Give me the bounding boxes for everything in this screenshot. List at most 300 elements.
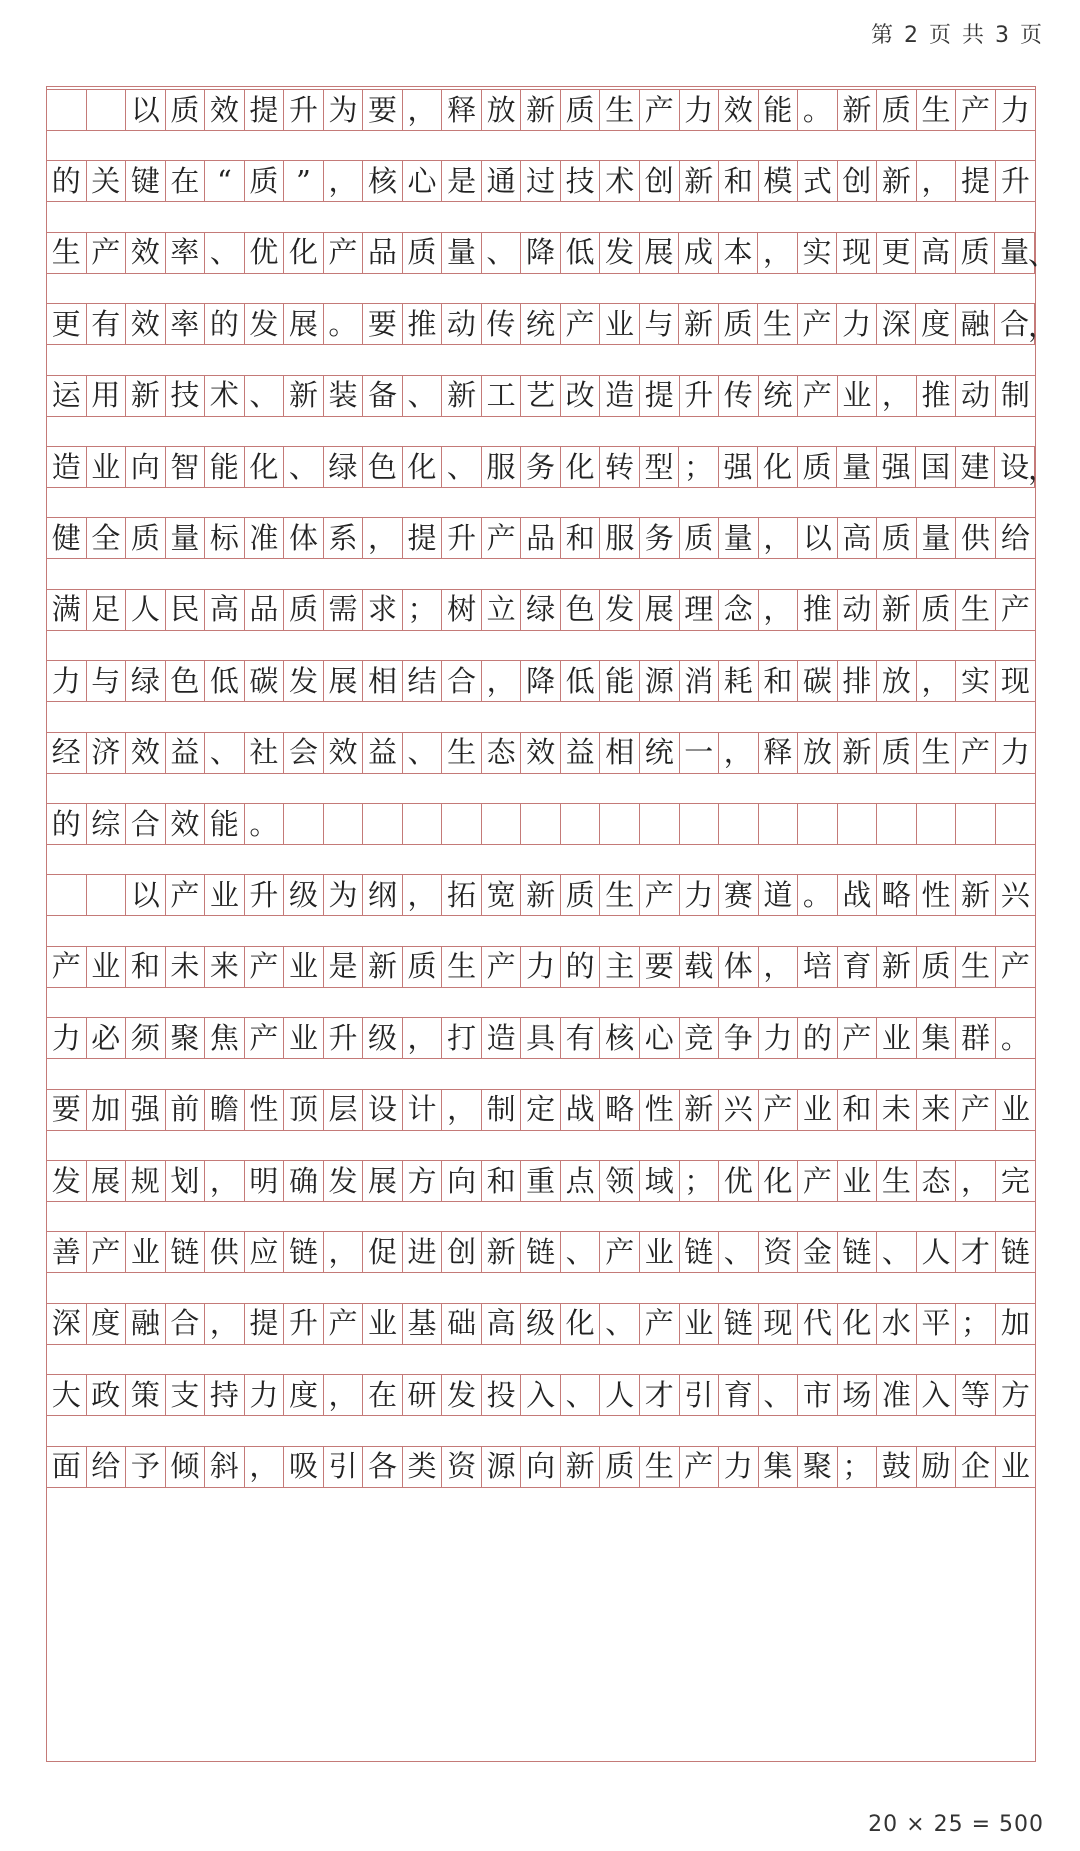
grid-cell: 统 (640, 733, 680, 773)
grid-cell (482, 804, 522, 844)
grid-cell: 碳 (798, 661, 838, 701)
grid-cell: 满 (47, 590, 87, 630)
grid-cell: 低 (561, 233, 601, 273)
grid-cell: 资 (759, 1232, 799, 1272)
grid-cell: 未 (877, 1090, 917, 1130)
grid-cell: 业 (126, 1232, 166, 1272)
grid-cell: 新 (838, 90, 878, 130)
grid-cell: 需 (324, 590, 364, 630)
grid-row (47, 446, 1057, 488)
grid-cell: 效 (126, 733, 166, 773)
grid-cell: 质 (798, 447, 838, 487)
grid-cell: 创 (838, 161, 878, 201)
grid-cell: 和 (759, 661, 799, 701)
grid-cell: 改 (561, 376, 601, 416)
grid-cell: 质 (245, 161, 285, 201)
grid-cell: 态 (917, 1161, 957, 1201)
grid-cell: 、 (759, 1375, 799, 1415)
grid-cell: 展 (284, 304, 324, 344)
grid-cell: 济 (87, 733, 127, 773)
grid-cell: ， (245, 1447, 285, 1487)
grid-cell: 优 (245, 233, 285, 273)
grid-cell: 实 (956, 661, 996, 701)
grid-cell: 新 (561, 1447, 601, 1487)
grid-cell: 才 (640, 1375, 680, 1415)
grid-cell: 支 (166, 1375, 206, 1415)
grid-cell: 以 (126, 875, 166, 915)
grid-cell: 提 (640, 376, 680, 416)
grid-cell: 引 (324, 1447, 364, 1487)
grid-cell: 瞻 (205, 1090, 245, 1130)
grid-cell: 结 (403, 661, 443, 701)
grid-cell: 展 (87, 1161, 127, 1201)
grid-cell: 提 (245, 1304, 285, 1344)
grid-cell: 具 (521, 1018, 561, 1058)
grid-cell: 装 (324, 376, 364, 416)
grid-cell: 发 (245, 304, 285, 344)
grid-cell: 等 (956, 1375, 996, 1415)
grid-cell: 业 (87, 947, 127, 987)
grid-cell: 心 (640, 1018, 680, 1058)
grid-cell: 级 (521, 1304, 561, 1344)
grid-cell: 生 (600, 875, 640, 915)
grid-cell: 创 (640, 161, 680, 201)
grid-cell: 升 (442, 518, 482, 558)
grid-cell: 经 (47, 733, 87, 773)
grid-cell: 产 (166, 875, 206, 915)
grid-cell: 基 (403, 1304, 443, 1344)
grid-cell: 推 (917, 376, 957, 416)
grid-cell: 生 (956, 947, 996, 987)
grid-cell: 益 (363, 733, 403, 773)
grid-cell: 务 (521, 447, 561, 487)
grid-cell: 赛 (719, 875, 759, 915)
grid-row (47, 1160, 1035, 1202)
composition-grid-paper (46, 86, 1057, 1762)
grid-cell: 的 (47, 804, 87, 844)
grid-cell: 新 (284, 376, 324, 416)
grid-cell: 、 (719, 1232, 759, 1272)
grid-cell: 方 (403, 1161, 443, 1201)
grid-cell: 级 (284, 875, 324, 915)
grid-cell: 给 (1000, 520, 1030, 555)
grid-cell: 争 (719, 1018, 759, 1058)
grid-cell: 新 (679, 304, 719, 344)
grid-cell (838, 804, 878, 844)
grid-cell: 水 (877, 1304, 917, 1344)
grid-cell: 度 (916, 304, 956, 344)
grid-cell: 加 (1000, 1306, 1030, 1341)
grid-cell: 生 (600, 90, 640, 130)
grid-cell: 键 (126, 161, 166, 201)
grid-row (47, 1303, 1035, 1345)
grid-cell: 必 (87, 1018, 127, 1058)
grid-cell: 产 (956, 1090, 996, 1130)
grid-count-footer: 20 × 25 = 500 (868, 1812, 1044, 1837)
grid-cell: 焦 (205, 1018, 245, 1058)
grid-cell: 益 (166, 733, 206, 773)
grid-cell: 链 (1000, 1234, 1030, 1269)
grid-cell: 要 (363, 90, 403, 130)
grid-cell (680, 804, 720, 844)
grid-cell: 产 (600, 1232, 640, 1272)
grid-cell: 业 (284, 1018, 324, 1058)
grid-cell: 相 (600, 733, 640, 773)
grid-cell: 完 (1000, 1163, 1030, 1198)
grid-cell: 生 (917, 733, 957, 773)
grid-cell: 效 (719, 90, 759, 130)
grid-cell: 级 (363, 1018, 403, 1058)
grid-cell: 服 (600, 518, 640, 558)
grid-cell: 体 (719, 947, 759, 987)
grid-cell: 化 (759, 1161, 799, 1201)
grid-cell: 排 (838, 661, 878, 701)
grid-row (47, 1089, 1035, 1131)
grid-cell: 造 (482, 1018, 522, 1058)
grid-cell (561, 804, 601, 844)
grid-cell: 体 (284, 518, 324, 558)
grid-cell: 大 (47, 1375, 87, 1415)
grid-cell: 化 (561, 1304, 601, 1344)
grid-cell: 产 (798, 376, 838, 416)
grid-cell: 化 (403, 447, 443, 487)
grid-cell: 要 (363, 304, 403, 344)
grid-cell: 在 (166, 161, 206, 201)
grid-cell: 链 (680, 1232, 720, 1272)
grid-cell: 效 (166, 804, 206, 844)
grid-cell: 升 (680, 376, 720, 416)
grid-cell: 拓 (442, 875, 482, 915)
grid-cell: 生 (442, 733, 482, 773)
grid-cell: 力 (245, 1375, 285, 1415)
grid-cell: 向 (126, 447, 166, 487)
grid-cell: 、 (403, 733, 443, 773)
grid-cell: 制 (1000, 378, 1030, 413)
grid-cell: 纲 (363, 875, 403, 915)
grid-cell: 产 (245, 947, 285, 987)
grid-cell: 放 (798, 733, 838, 773)
grid-cell: 集 (917, 1018, 957, 1058)
grid-cell: 规 (126, 1161, 166, 1201)
grid-cell: 生 (47, 233, 87, 273)
grid-cell: 有 (561, 1018, 601, 1058)
grid-cell: 业 (87, 447, 127, 487)
grid-cell (521, 804, 561, 844)
grid-cell: 升 (284, 1304, 324, 1344)
grid-cell: 产 (1000, 592, 1030, 627)
grid-cell: 展 (363, 1161, 403, 1201)
grid-row (47, 660, 1035, 702)
grid-cell: 生 (917, 90, 957, 130)
grid-cell: 人 (126, 590, 166, 630)
grid-cell: 向 (442, 1161, 482, 1201)
grid-cell: 质 (680, 518, 720, 558)
grid-cell: 发 (600, 233, 640, 273)
grid-cell: 在 (363, 1375, 403, 1415)
grid-cell: 业 (1000, 1092, 1030, 1127)
grid-cell: 入 (521, 1375, 561, 1415)
grid-cell: 色 (166, 661, 206, 701)
grid-cell: 低 (205, 661, 245, 701)
grid-cell: 品 (363, 233, 403, 273)
grid-cell: ， (403, 90, 443, 130)
grid-cell: 能 (205, 804, 245, 844)
grid-cell: 色 (561, 590, 601, 630)
grid-row (47, 1374, 1035, 1416)
grid-cell: 力 (47, 1018, 87, 1058)
grid-cell: 方 (1000, 1377, 1030, 1412)
grid-cell: 传 (719, 376, 759, 416)
grid-cell: 市 (798, 1375, 838, 1415)
grid-cell: 推 (403, 304, 443, 344)
grid-cell: 才 (956, 1232, 996, 1272)
grid-cell: 优 (719, 1161, 759, 1201)
grid-cell: 质 (561, 875, 601, 915)
grid-row (47, 732, 1035, 774)
grid-cell (442, 804, 482, 844)
grid-cell: 战 (561, 1090, 601, 1130)
grid-cell: 投 (482, 1375, 522, 1415)
grid-cell (403, 804, 443, 844)
grid-cell: 理 (680, 590, 720, 630)
grid-cell: 的 (47, 161, 87, 201)
grid-cell: 设 (995, 447, 1035, 487)
grid-cell: ， (324, 1232, 364, 1272)
grid-cell: 。 (324, 304, 364, 344)
grid-cell: 以 (798, 518, 838, 558)
grid-cell: ， (759, 947, 799, 987)
grid-cell: 耗 (719, 661, 759, 701)
grid-cell: 合 (166, 1304, 206, 1344)
grid-cell: 业 (877, 1018, 917, 1058)
grid-cell: 立 (482, 590, 522, 630)
grid-cell: 合 (995, 304, 1035, 344)
grid-cell: 质 (956, 233, 996, 273)
grid-cell: ， (719, 733, 759, 773)
grid-cell: 重 (521, 1161, 561, 1201)
grid-cell: 统 (759, 376, 799, 416)
grid-row (47, 303, 1057, 345)
grid-cell: 通 (482, 161, 522, 201)
grid-cell: 过 (521, 161, 561, 201)
grid-cell: 质 (917, 947, 957, 987)
grid-cell: 国 (916, 447, 956, 487)
grid-cell: 产 (640, 90, 680, 130)
grid-cell: ， (759, 518, 799, 558)
grid-cell: 企 (956, 1447, 996, 1487)
overflow-punctuation: ， (1027, 451, 1057, 486)
grid-cell: 更 (877, 233, 917, 273)
grid-cell: 发 (284, 661, 324, 701)
grid-cell: ， (403, 875, 443, 915)
grid-cell: 业 (205, 875, 245, 915)
grid-cell: 持 (205, 1375, 245, 1415)
grid-cell: 业 (680, 1304, 720, 1344)
grid-cell: 链 (166, 1232, 206, 1272)
grid-cell: 产 (640, 1304, 680, 1344)
grid-cell: 、 (245, 376, 285, 416)
grid-cell: 升 (245, 875, 285, 915)
grid-cell: 模 (759, 161, 799, 201)
grid-cell: 放 (482, 90, 522, 130)
grid-cell: 提 (245, 90, 285, 130)
grid-cell (87, 90, 127, 130)
grid-cell: 。 (798, 90, 838, 130)
grid-cell: 服 (482, 447, 522, 487)
grid-cell (324, 804, 364, 844)
grid-cell: 健 (47, 518, 87, 558)
grid-cell: 关 (87, 161, 127, 201)
grid-cell: 效 (126, 304, 166, 344)
grid-cell: 业 (284, 947, 324, 987)
grid-row (47, 517, 1035, 559)
grid-cell: 确 (284, 1161, 324, 1201)
grid-cell: 与 (640, 304, 680, 344)
grid-cell: 促 (363, 1232, 403, 1272)
grid-cell: 产 (640, 875, 680, 915)
grid-row (47, 1231, 1035, 1273)
grid-cell: 质 (877, 90, 917, 130)
grid-cell: 新 (521, 90, 561, 130)
grid-cell: 产 (798, 1161, 838, 1201)
grid-cell: 的 (205, 304, 245, 344)
grid-cell: 量 (719, 518, 759, 558)
grid-cell: 划 (166, 1161, 206, 1201)
grid-cell: 生 (758, 304, 798, 344)
grid-cell: 产 (482, 947, 522, 987)
grid-cell (719, 804, 759, 844)
grid-cell: 育 (719, 1375, 759, 1415)
grid-cell: 生 (956, 590, 996, 630)
grid-cell: 层 (324, 1090, 364, 1130)
grid-cell: 代 (798, 1304, 838, 1344)
grid-cell: 效 (126, 233, 166, 273)
grid-cell: 质 (284, 590, 324, 630)
grid-cell: 高 (482, 1304, 522, 1344)
grid-cell: ， (758, 233, 798, 273)
grid-cell: 链 (838, 1232, 878, 1272)
grid-cell (759, 804, 799, 844)
page-number-header: 第 2 页 共 3 页 (871, 23, 1044, 48)
grid-cell: 量 (166, 518, 206, 558)
grid-cell: 业 (798, 1090, 838, 1130)
grid-cell: 载 (680, 947, 720, 987)
grid-cell (284, 804, 324, 844)
grid-cell: 生 (442, 947, 482, 987)
grid-cell: 全 (87, 518, 127, 558)
grid-cell: 源 (640, 661, 680, 701)
grid-cell: 域 (640, 1161, 680, 1201)
grid-cell: 产 (482, 518, 522, 558)
grid-cell: 平 (917, 1304, 957, 1344)
grid-cell: ； (403, 590, 443, 630)
grid-cell: 明 (245, 1161, 285, 1201)
grid-cell: 质 (877, 733, 917, 773)
grid-cell (47, 90, 87, 130)
grid-cell: 未 (166, 947, 206, 987)
grid-cell: 质 (561, 90, 601, 130)
grid-cell: ， (482, 661, 522, 701)
grid-cell: 统 (521, 304, 561, 344)
grid-cell: 深 (47, 1304, 87, 1344)
grid-cell: 低 (561, 661, 601, 701)
grid-cell: 力 (759, 1018, 799, 1058)
grid-cell: 是 (442, 161, 482, 201)
grid-cell: 业 (1000, 1449, 1030, 1484)
grid-row (47, 375, 1035, 417)
grid-cell: 业 (600, 304, 640, 344)
grid-cell: 引 (680, 1375, 720, 1415)
grid-cell: 设 (363, 1090, 403, 1130)
grid-cell: 实 (798, 233, 838, 273)
grid-cell: 社 (245, 733, 285, 773)
grid-cell: 能 (759, 90, 799, 130)
grid-cell: 来 (205, 947, 245, 987)
grid-cell: 与 (87, 661, 127, 701)
grid-cell: 术 (205, 376, 245, 416)
grid-cell: 高 (838, 518, 878, 558)
grid-cell: 心 (403, 161, 443, 201)
grid-cell: 的 (561, 947, 601, 987)
grid-cell: 造 (47, 447, 87, 487)
grid-cell: 新 (482, 1232, 522, 1272)
grid-cell: 释 (442, 90, 482, 130)
grid-cell: 求 (363, 590, 403, 630)
grid-cell (47, 875, 87, 915)
grid-cell: 化 (561, 447, 601, 487)
grid-cell: 励 (917, 1447, 957, 1487)
grid-cell: 绿 (521, 590, 561, 630)
grid-cell: 是 (324, 947, 364, 987)
grid-cell: 发 (324, 1161, 364, 1201)
grid-cell: 高 (916, 233, 956, 273)
grid-cell: 链 (521, 1232, 561, 1272)
grid-cell: 动 (956, 376, 996, 416)
grid-cell: 链 (719, 1304, 759, 1344)
grid-cell: 资 (442, 1447, 482, 1487)
grid-cell (798, 804, 838, 844)
grid-cell: 产 (759, 1090, 799, 1130)
grid-cell: 产 (1000, 949, 1030, 984)
grid-cell: 融 (956, 304, 996, 344)
grid-cell: 绿 (126, 661, 166, 701)
grid-cell: 、 (561, 1232, 601, 1272)
grid-cell: 生 (877, 1161, 917, 1201)
grid-cell: 新 (877, 590, 917, 630)
grid-cell: 降 (521, 233, 561, 273)
grid-cell: 场 (838, 1375, 878, 1415)
grid-cell: 树 (442, 590, 482, 630)
grid-cell: 计 (403, 1090, 443, 1130)
grid-cell: 质 (719, 304, 759, 344)
grid-cell: 工 (482, 376, 522, 416)
grid-cell: 降 (521, 661, 561, 701)
grid-cell: 产 (87, 233, 127, 273)
grid-cell: 产 (324, 233, 364, 273)
grid-cell: 综 (87, 804, 127, 844)
grid-cell: 质 (403, 233, 443, 273)
grid-row (47, 89, 1035, 131)
grid-cell: 化 (284, 233, 324, 273)
grid-cell: 化 (758, 447, 798, 487)
grid-cell: ” (284, 161, 324, 201)
grid-cell: 技 (166, 376, 206, 416)
grid-cell: 质 (917, 590, 957, 630)
grid-cell: 相 (363, 661, 403, 701)
grid-cell: 核 (600, 1018, 640, 1058)
grid-row (47, 232, 1057, 274)
grid-cell: 效 (324, 733, 364, 773)
